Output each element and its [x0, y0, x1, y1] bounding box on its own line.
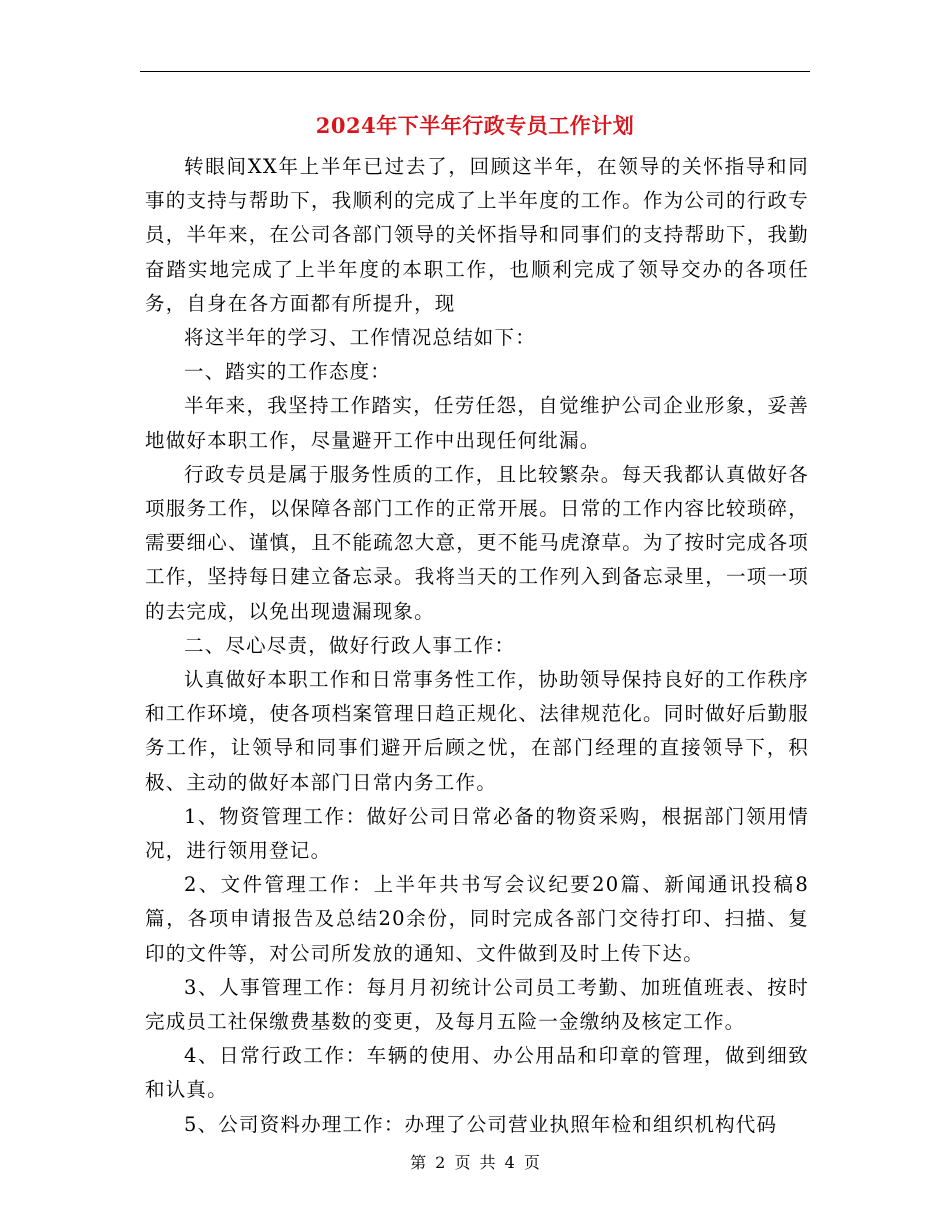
list-item-materials: 1、物资管理工作：做好公司日常必备的物资采购，根据部门领用情况，进行领用登记。 — [145, 804, 809, 863]
document-body — [145, 150, 809, 1142]
page-number: 第 2 页 共 4 页 — [410, 1153, 540, 1172]
list-item-documents: 2、文件管理工作：上半年共书写会议纪要20篇、新闻通讯投稿8篇，各项申请报告及总结20余份，同时完成各部门交待打印、扫描、复印的文件等，对公司所发放的通知、文件做到及时上传下达。 — [145, 873, 809, 965]
list-item-daily-admin: 4、日常行政工作：车辆的使用、办公用品和印章的管理，做到细致和认真。 — [145, 1044, 809, 1102]
list-item-company-records: 5、公司资料办理工作：办理了公司营业执照年检和组织机构代码 — [184, 1112, 778, 1136]
paragraph-admin: 认真做好本职工作和日常事务性工作，协助领导保持良好的工作秩序和工作环境，使各项档案管理日趋正规化、法律规范化。同时做好后勤服务工作，让领导和同事们避开后顾之忧，在部门经理的直接领导下，积极、主动的做好本部门日常内务工作。 — [145, 668, 809, 794]
paragraph-summary-lead: 将这半年的学习、工作情况总结如下： — [184, 326, 536, 350]
list-item-personnel: 3、人事管理工作：每月月初统计公司员工考勤、加班值班表、按时完成员工社保缴费基数的变更，及每月五险一金缴纳及核定工作。 — [145, 975, 809, 1034]
paragraph-service: 行政专员是属于服务性质的工作，且比较繁杂。每天我都认真做好各项服务工作，以保障各部门工作的正常开展。日常的工作内容比较琐碎，需要细心、谨慎，且不能疏忽大意，更不能马虎潦草。为了按时完成各项工作，坚持每日建立备忘录。我将当天的工作列入到备忘录里，一项一项的去完成，以免出现遗漏现象。 — [145, 462, 809, 623]
paragraph-intro: 转眼间XX年上半年已过去了，回顾这半年，在领导的关怀指导和同事的支持与帮助下，我顺利的完成了上半年度的工作。作为公司的行政专员，半年来，在公司各部门领导的关怀指导和同事们的支持帮助下，我勤奋踏实地完成了上半年度的本职工作，也顺利完成了领导交办的各项任务，自身在各方面都有所提升，现 — [145, 155, 809, 315]
document-title: 2024年下半年行政专员工作计划 — [315, 113, 635, 138]
section-heading-admin: 二、尽心尽责，做好行政人事工作： — [184, 633, 516, 657]
header-rule — [140, 71, 810, 72]
section-heading-attitude: 一、踏实的工作态度： — [184, 360, 392, 384]
paragraph-attitude: 半年来，我坚持工作踏实，任劳任怨，自觉维护公司企业形象，妥善地做好本职工作，尽量避开工作中出现任何纰漏。 — [145, 394, 809, 452]
